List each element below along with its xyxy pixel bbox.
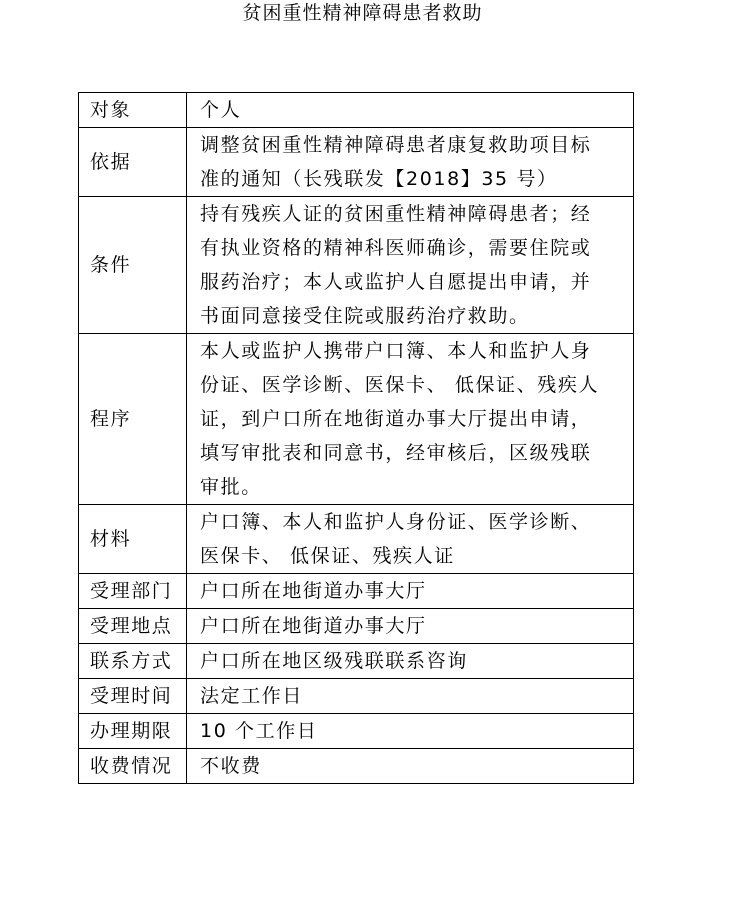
row-label: 办理期限	[79, 714, 187, 749]
content-line: 有执业资格的精神科医师确诊，需要住院或	[200, 237, 592, 259]
row-label: 收费情况	[79, 749, 187, 784]
content-line: 户口簿、本人和监护人身份证、医学诊断、	[200, 511, 592, 533]
row-label: 材料	[79, 505, 187, 574]
document-title: 贫困重性精神障碍患者救助	[242, 2, 483, 24]
table-row	[79, 574, 634, 609]
info-table	[78, 92, 634, 784]
content-line: 调整贫困重性精神障碍患者康复救助项目标	[200, 134, 592, 156]
row-label: 受理部门	[79, 574, 187, 609]
row-content	[187, 644, 634, 679]
content-line: 个人	[200, 99, 242, 121]
row-label: 受理时间	[79, 679, 187, 714]
table-row	[79, 714, 634, 749]
row-content	[187, 609, 634, 644]
content-line: 准的通知（长残联发【2018】35 号）	[200, 168, 558, 190]
content-line: 证，到户口所在地街道办事大厅提出申请，	[200, 408, 592, 430]
content-line: 法定工作日	[200, 685, 304, 707]
table-row	[79, 749, 634, 784]
row-content	[187, 714, 634, 749]
content-line: 户口所在地街道办事大厅	[200, 580, 427, 602]
content-line: 填写审批表和同意书，经审核后，区级残联	[200, 442, 592, 464]
table-row	[79, 197, 634, 334]
content-line: 户口所在地区级残联联系咨询	[200, 650, 468, 672]
content-line: 审批。	[200, 476, 262, 498]
row-label: 程序	[79, 334, 187, 505]
content-line: 服药治疗；本人或监护人自愿提出申请，并	[200, 271, 592, 293]
row-content	[187, 334, 634, 505]
row-label: 依据	[79, 128, 187, 197]
table-row	[79, 679, 634, 714]
row-label: 联系方式	[79, 644, 187, 679]
content-line: 份证、医学诊断、医保卡、 低保证、残疾人	[200, 374, 600, 396]
row-label: 条件	[79, 197, 187, 334]
content-line: 本人或监护人携带户口簿、本人和监护人身	[200, 340, 592, 362]
row-content	[187, 749, 634, 784]
content-line: 不收费	[200, 755, 262, 777]
content-line: 10 个工作日	[200, 720, 318, 742]
row-label: 对象	[79, 93, 187, 128]
row-content	[187, 574, 634, 609]
content-line: 户口所在地街道办事大厅	[200, 615, 427, 637]
content-line: 医保卡、 低保证、残疾人证	[200, 545, 455, 567]
row-label: 受理地点	[79, 609, 187, 644]
row-content	[187, 679, 634, 714]
row-content	[187, 505, 634, 574]
table-row	[79, 505, 634, 574]
content-line: 持有残疾人证的贫困重性精神障碍患者；经	[200, 203, 592, 225]
table-row	[79, 93, 634, 128]
table-row	[79, 128, 634, 197]
row-content	[187, 93, 634, 128]
table-row	[79, 609, 634, 644]
table-row	[79, 334, 634, 505]
table-row	[79, 644, 634, 679]
row-content	[187, 197, 634, 334]
content-line: 书面同意接受住院或服药治疗救助。	[200, 305, 530, 327]
row-content	[187, 128, 634, 197]
